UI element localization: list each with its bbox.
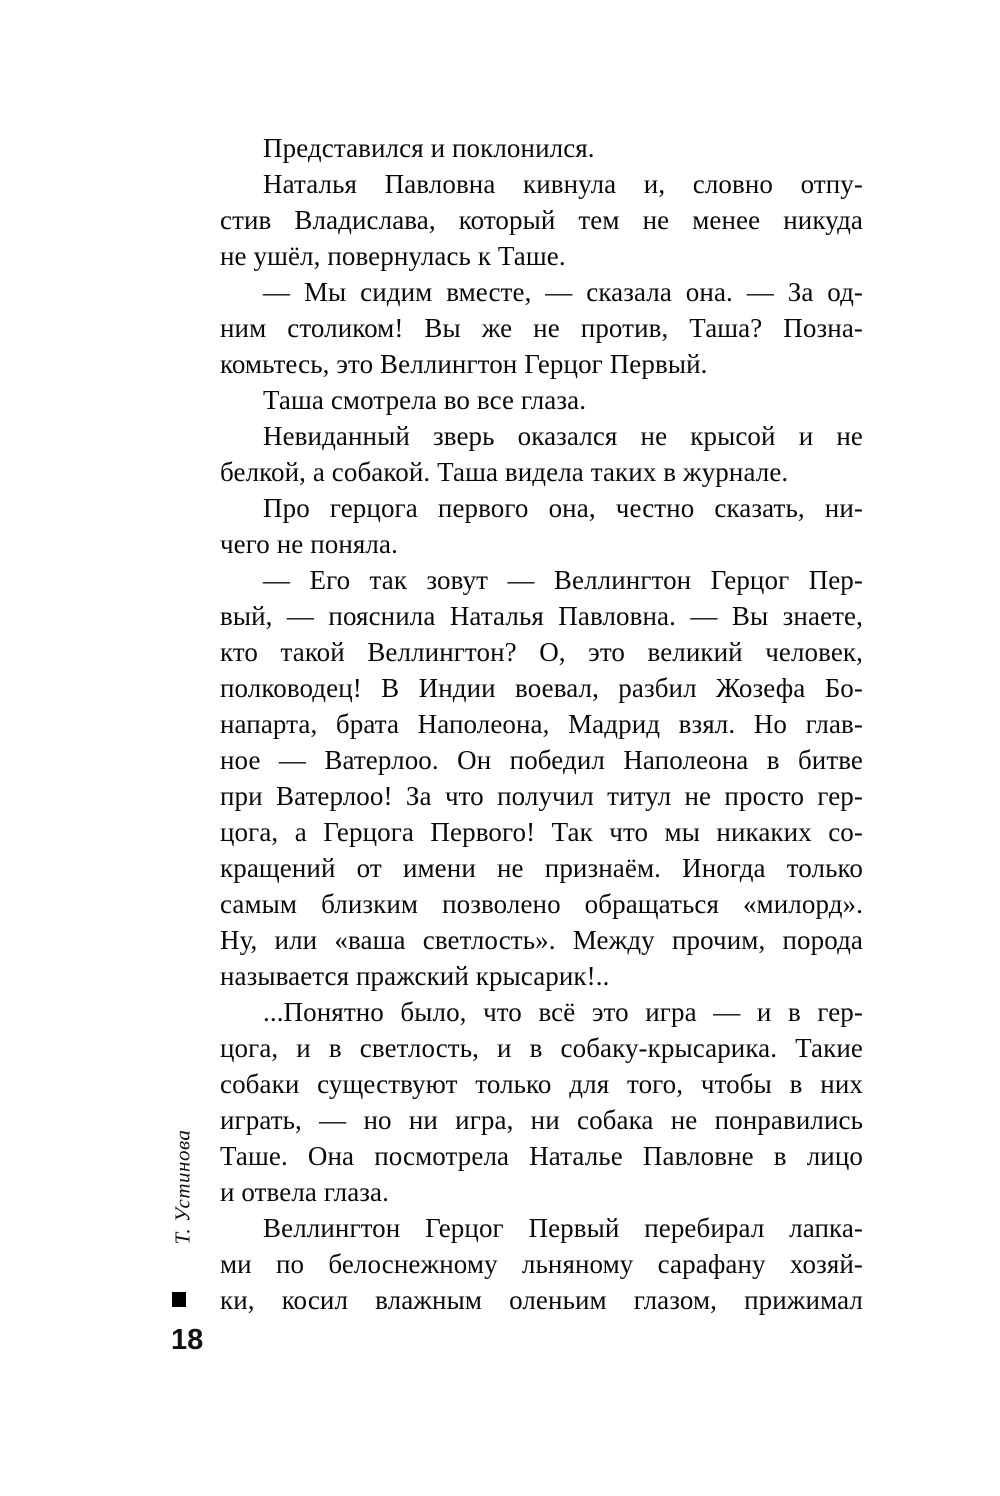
text-line: Невиданный зверь оказался не крысой и не xyxy=(263,421,863,451)
text-line: при Ватерлоо! За что получил титул не просто гер- xyxy=(220,781,863,811)
text-line: ми по белоснежному льняному сарафану хозяй- xyxy=(220,1249,863,1279)
text-line: — Его так зовут — Веллингтон Герцог Пер- xyxy=(263,565,863,595)
text-line: называется пражский крысарик!.. xyxy=(220,961,610,991)
text-line: чего не поняла. xyxy=(220,529,398,559)
text-line: полководец! В Индии воевал, разбил Жозефа Бо- xyxy=(220,673,863,703)
text-line: вый, — пояснила Наталья Павловна. — Вы знаете, xyxy=(220,601,863,631)
page-number: 18 xyxy=(171,1324,204,1356)
author-name-vertical: Т. Устинова xyxy=(170,1129,195,1245)
text-line: комьтесь, это Веллингтон Герцог Первый. xyxy=(220,349,708,379)
text-line: ки, косил влажным оленьим глазом, прижимал xyxy=(220,1285,863,1315)
text-line: Представился и поклонился. xyxy=(263,133,595,163)
paragraph xyxy=(220,382,863,418)
text-line: и отвела глаза. xyxy=(220,1177,389,1207)
text-line: цога, и в светлость, и в собаку-крысарика. Такие xyxy=(220,1033,863,1063)
paragraph xyxy=(220,130,863,166)
text-line: самым близким позволено обращаться «милорд». xyxy=(220,889,863,919)
text-line: Таша смотрела во все глаза. xyxy=(263,385,587,415)
text-line: ним столиком! Вы же не против, Таша? Позна- xyxy=(220,313,863,343)
text-line: Таше. Она посмотрела Наталье Павловне в лицо xyxy=(220,1141,863,1171)
paragraph xyxy=(220,274,863,382)
text-line: Про герцога первого она, честно сказать, ни- xyxy=(263,493,863,523)
text-line: кращений от имени не признаём. Иногда только xyxy=(220,853,863,883)
text-line: Веллингтон Герцог Первый перебирал лапка- xyxy=(263,1213,863,1243)
text-line: белкой, а собакой. Таша видела таких в журнале. xyxy=(220,457,789,487)
text-line: Наталья Павловна кивнула и, словно отпу- xyxy=(263,169,863,199)
text-line: собаки существуют только для того, чтобы в них xyxy=(220,1069,863,1099)
text-line: не ушёл, повернулась к Таше. xyxy=(220,241,566,271)
paragraph xyxy=(220,562,863,994)
text-line: — Мы сидим вместе, — сказала она. — За од- xyxy=(263,277,863,307)
paragraph xyxy=(220,1210,863,1318)
text-line: кто такой Веллингтон? О, это великий человек, xyxy=(220,637,863,667)
text-line: стив Владислава, который тем не менее никуда xyxy=(220,205,863,235)
body-text-column xyxy=(220,130,863,1318)
text-line: играть, — но ни игра, ни собака не понравились xyxy=(220,1105,863,1135)
text-line: Ну, или «ваша светлость». Между прочим, порода xyxy=(220,925,863,955)
text-line: цога, а Герцога Первого! Так что мы никаких со- xyxy=(220,817,863,847)
text-line: ное — Ватерлоо. Он победил Наполеона в битве xyxy=(220,745,863,775)
paragraph xyxy=(220,994,863,1210)
paragraph xyxy=(220,490,863,562)
text-line: напарта, брата Наполеона, Мадрид взял. Но глав- xyxy=(220,709,863,739)
paragraph xyxy=(220,418,863,490)
black-square-marker-icon xyxy=(172,1292,186,1307)
paragraph xyxy=(220,166,863,274)
text-line: ...Понятно было, что всё это игра — и в гер- xyxy=(263,997,863,1027)
